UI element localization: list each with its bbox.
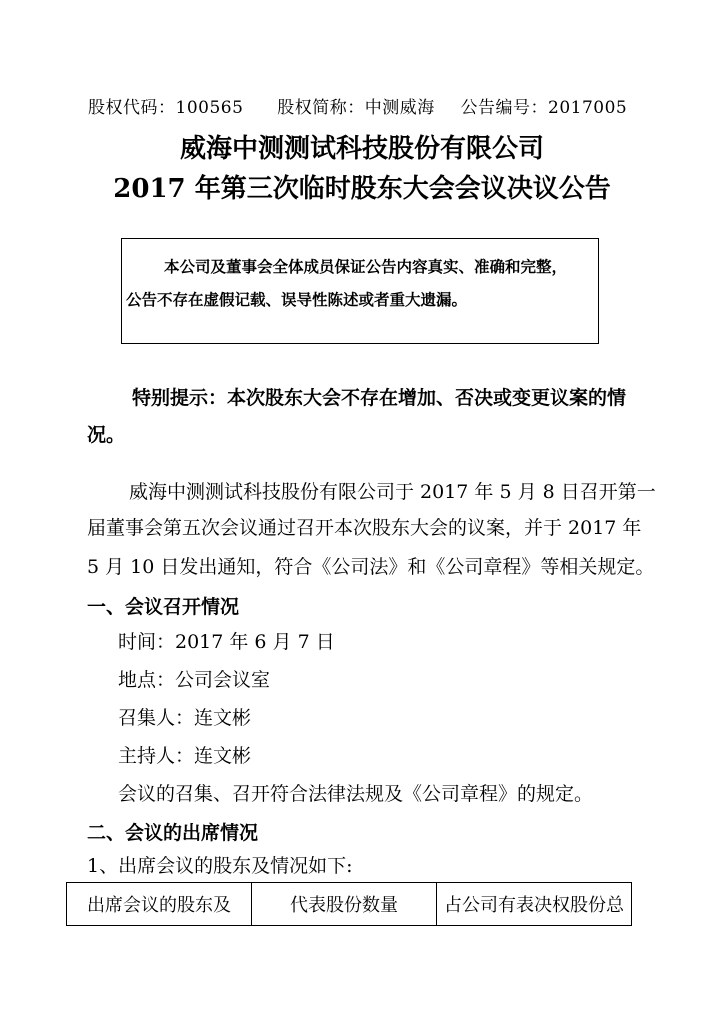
table-header-cell: 出席会议的股东及 [67, 883, 252, 926]
meeting-time: 时间：2017 年 6 月 7 日 [118, 631, 335, 653]
intro-line-2: 届董事会第五次会议通过召开本次股东大会的议案，并于 2017 年 [87, 517, 642, 539]
section-1-heading: 一、会议召开情况 [87, 596, 240, 618]
meeting-host: 主持人：连文彬 [118, 745, 252, 767]
special-tip-line-1: 特别提示：本次股东大会不存在增加、否决或变更议案的情 [132, 387, 627, 409]
stock-name-label: 股权简称： [277, 98, 365, 118]
notice-line-2: 公告不存在虚假记载、误导性陈述或者重大遗漏。 [126, 290, 468, 309]
stock-code-label: 股权代码： [88, 98, 176, 118]
attendance-table [66, 882, 632, 926]
special-tip-line-2: 况。 [87, 424, 126, 446]
table-header-row [67, 883, 632, 926]
stock-code: 100565 [175, 98, 244, 118]
attendance-item-1: 1、出席会议的股东及情况如下: [87, 855, 353, 877]
announcement-header [88, 93, 627, 118]
meeting-compliance: 会议的召集、召开符合法律法规及《公司章程》的规定。 [118, 783, 594, 805]
intro-line-3: 5 月 10 日发出通知，符合《公司法》和《公司章程》等相关规定。 [87, 556, 655, 578]
stock-name: 中测威海 [364, 98, 435, 118]
table-header-cell: 占公司有表决权股份总 [437, 883, 632, 926]
meeting-place: 地点：公司会议室 [118, 669, 271, 691]
section-2-heading: 二、会议的出席情况 [87, 822, 259, 844]
meeting-convener: 召集人：连文彬 [118, 707, 252, 729]
announcement-no: 2017005 [548, 98, 628, 118]
intro-line-1: 威海中测测试科技股份有限公司于 2017 年 5 月 8 日召开第一 [129, 481, 656, 503]
notice-line-1: 本公司及董事会全体成员保证公告内容真实、准确和完整， [164, 257, 568, 276]
table-header-cell: 代表股份数量 [252, 883, 437, 926]
announcement-no-label: 公告编号： [460, 98, 549, 118]
announcement-title: 2017 年第三次临时股东大会会议决议公告 [113, 174, 611, 204]
company-title: 威海中测测试科技股份有限公司 [179, 134, 544, 164]
